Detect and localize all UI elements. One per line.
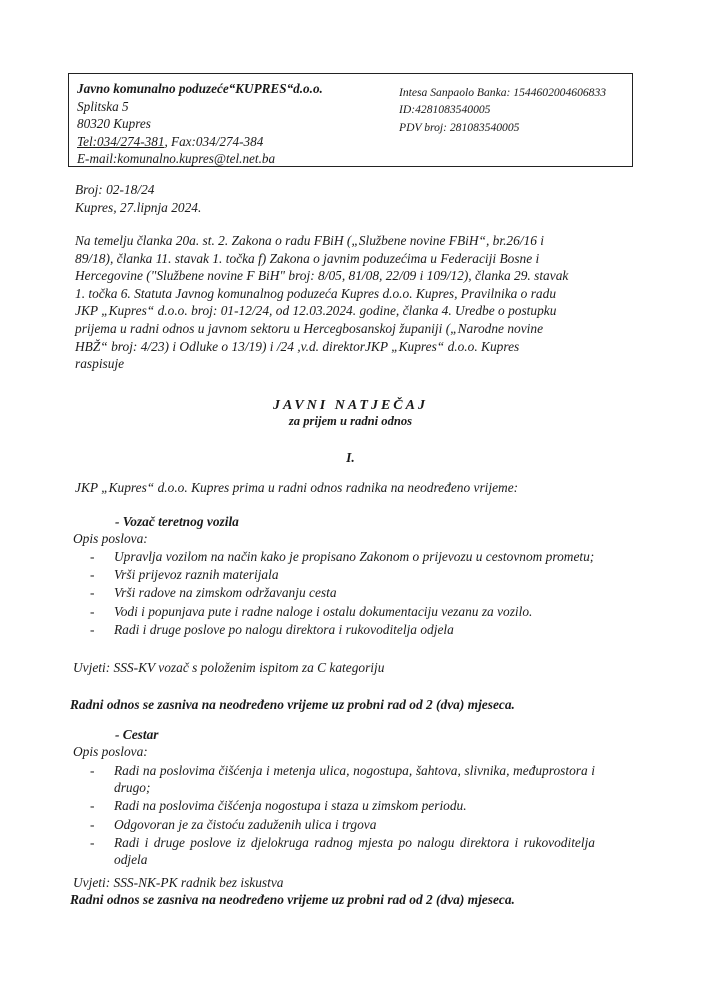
list-item: - Vrši radove na zimskom održavanju cesta <box>90 584 595 601</box>
requirements: Uvjeti: SSS-KV vozač s položenim ispitom za C kategoriju <box>73 660 385 675</box>
duties-label: Opis poslova: <box>73 744 148 759</box>
document-meta <box>75 181 201 216</box>
duties-list <box>90 548 595 639</box>
preamble <box>75 232 595 373</box>
employment-terms: Radni odnos se zasniva na neodređeno vrijeme uz probni rad od 2 (dva) mjeseca. <box>70 697 515 712</box>
document-number: Broj: 02-18/24 <box>75 182 155 197</box>
preamble-line: raspisuje <box>75 356 125 372</box>
list-item: - Radi na poslovima čišćenja nogostupa i staza u zimskom periodu. <box>90 797 595 814</box>
phone-link[interactable]: Tel:034/274-381 <box>77 133 165 149</box>
fax-number: , Fax:034/274-384 <box>164 133 264 149</box>
preamble-line: HBŽ“ broj: 4/23) i Odluke o 13/19) i /24 ,v.d. direktorJKP „Kupres“ d.o.o. Kupres <box>75 338 520 354</box>
pdv-number: PDV broj: 281083540005 <box>399 120 520 134</box>
preamble-line: Na temelju članka 20a. st. 2. Zakona o radu FBiH („Službene novine FBiH“, br.26/16 i <box>75 233 545 248</box>
duties-list <box>90 762 595 869</box>
requirements: Uvjeti: SSS-NK-PK radnik bez iskustva <box>73 875 284 890</box>
company-info <box>77 80 323 168</box>
list-item: - Radi i druge poslove iz djelokruga radnog mjesta po nalogu direktora i rukovoditelja odjela <box>90 834 595 868</box>
document-subtitle: za prijem u radni odnos <box>288 414 413 428</box>
list-item: - Odgovoran je za čistoću zaduženih ulica i trgova <box>90 816 595 833</box>
preamble-line: prijema u radni odnos u javnom sektoru u Hercegbosanskoj županiji („Narodne novine <box>75 320 544 336</box>
duties-label: Opis poslova: <box>73 531 148 546</box>
intro-text: JKP „Kupres“ d.o.o. Kupres prima u radni odnos radnika na neodređeno vrijeme: <box>75 480 519 495</box>
position-title: - Vozač teretnog vozila <box>115 514 239 529</box>
list-item: - Vodi i popunjava pute i radne naloge i ostalu dokumentaciju vezanu za vozilo. <box>90 603 595 620</box>
preamble-line: JKP „Kupres“ d.o.o. broj: 01-12/24, od 12.03.2024. godine, članka 4. Uredbe o postupku <box>75 303 557 319</box>
preamble-line: Hercegovine ("Službene novine F BiH" broj: 8/05, 81/08, 22/09 i 109/12), članka 29. stavak <box>75 268 569 284</box>
document-title: JAVNI NATJEČAJ <box>273 398 428 413</box>
document-date: Kupres, 27.lipnja 2024. <box>75 199 202 215</box>
list-item: - Upravlja vozilom na način kako je propisano Zakonom o prijevozu u cestovnom prometu; <box>90 548 595 565</box>
company-email: E-mail:komunalno.kupres@tel.net.ba <box>77 151 276 167</box>
employment-terms: Radni odnos se zasniva na neodređeno vrijeme uz probni rad od 2 (dva) mjeseca. <box>70 892 515 907</box>
list-item: - Radi i druge poslove po nalogu direktora i rukovoditelja odjela <box>90 621 595 638</box>
company-city: 80320 Kupres <box>77 116 151 132</box>
preamble-line: 1. točka 6. Statuta Javnog komunalnog poduzeća Kupres d.o.o. Kupres, Pravilnika o radu <box>75 285 557 301</box>
preamble-line: 89/18), članka 11. stavak 1. točka f) Zakona o javnim poduzećima u Federaciji Bosne i <box>75 250 540 266</box>
list-item: - Radi na poslovima čišćenja i metenja ulica, nogostupa, šahtova, slivnika, međuprostora i drugo; <box>90 762 595 796</box>
bank-info <box>399 84 606 136</box>
company-contact <box>77 133 323 151</box>
letterhead-box <box>68 73 633 167</box>
list-item: - Vrši prijevoz raznih materijala <box>90 566 595 583</box>
section-number: I. <box>346 450 355 465</box>
bank-account: Intesa Sanpaolo Banka: 1544602004606833 <box>399 86 607 99</box>
company-street: Splitska 5 <box>77 98 129 114</box>
id-number: ID:4281083540005 <box>399 103 491 117</box>
company-name: Javno komunalno poduzeće“KUPRES“d.o.o. <box>77 81 323 96</box>
position-title: - Cestar <box>115 727 159 742</box>
